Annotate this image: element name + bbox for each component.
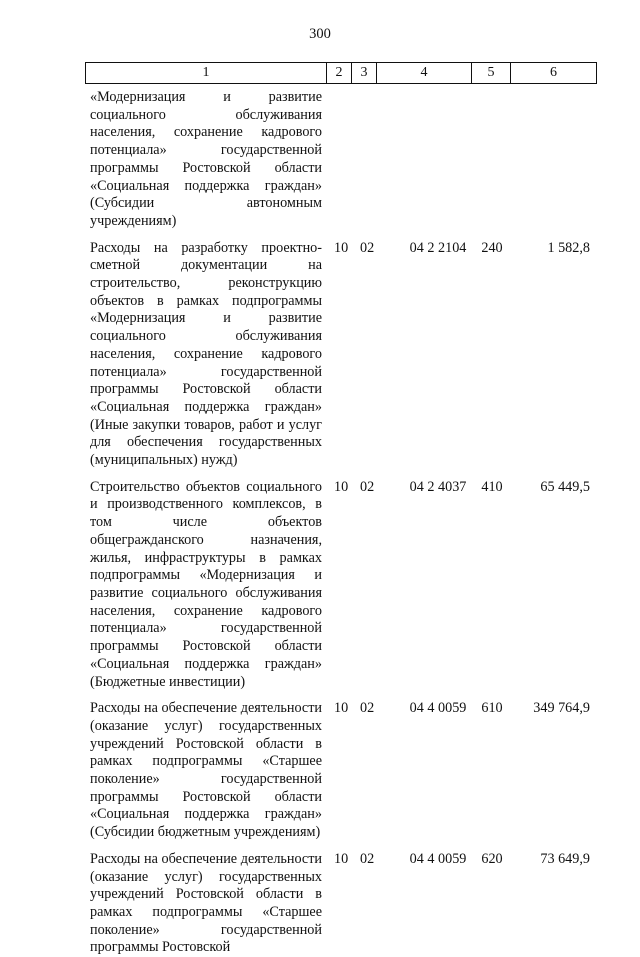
header-col-1: 1	[86, 63, 327, 84]
row-section: 10	[334, 478, 349, 495]
row-expense-type: 610	[481, 700, 503, 717]
row-description: Расходы на обеспечение деятельности (оказание услуг) государственных учреждений Ростовской области в рамках подпрограммы «Старшее поколение» государственной программы Ростовской	[90, 850, 322, 956]
table-row	[85, 700, 597, 842]
row-description: «Модернизация и развитие социального обслуживания населения, сохранение кадрового потенциала» государственной программы Ростовской области «Социальная поддержка граждан» (Субсидии автономным учреждениям)	[90, 89, 322, 229]
row-amount: 65 449,5	[540, 478, 590, 495]
page-number: 300	[309, 26, 331, 42]
row-target-code: 04 2 4037	[409, 478, 467, 495]
row-expense-type: 620	[481, 850, 503, 867]
row-subsection: 02	[360, 850, 375, 867]
row-subsection: 02	[360, 700, 375, 717]
table-row	[85, 851, 597, 957]
row-expense-type: 410	[481, 478, 503, 495]
row-target-code: 04 4 0059	[409, 850, 467, 867]
header-col-6: 6	[511, 63, 597, 84]
row-section: 10	[334, 700, 349, 717]
row-target-code: 04 2 2104	[409, 239, 467, 256]
budget-rows	[85, 89, 597, 957]
header-col-3: 3	[352, 63, 377, 84]
row-section: 10	[334, 239, 349, 256]
row-amount: 1 582,8	[547, 239, 590, 256]
table-row	[85, 479, 597, 691]
row-amount: 73 649,9	[540, 850, 590, 867]
table-row	[85, 240, 597, 470]
row-target-code: 04 4 0059	[409, 700, 467, 717]
table-row	[85, 89, 597, 231]
column-header-table	[85, 62, 597, 84]
header-col-4: 4	[377, 63, 472, 84]
row-expense-type: 240	[481, 239, 503, 256]
row-subsection: 02	[360, 478, 375, 495]
row-description: Строительство объектов социального и производственного комплексов, в том числе объектов общегражданского назначения, жилья, инфраструктуры в рамках подпрограммы «Модернизация и развитие социального обслуживания населения, сохранение кадрового потенциала» государственной программы Ростовской области «Социальная поддержка граждан» (Бюджетные инвестиции)	[90, 478, 322, 690]
row-description: Расходы на обеспечение деятельности (оказание услуг) государственных учреждений Ростовской области в рамках подпрограммы «Старшее поколение» государственной программы Ростовской области «Социальная поддержка граждан» (Субсидии бюджетным учреждениям)	[90, 700, 322, 841]
row-section: 10	[334, 850, 349, 867]
row-amount: 349 764,9	[533, 700, 590, 717]
header-row	[86, 63, 597, 84]
row-subsection: 02	[360, 239, 375, 256]
header-col-5: 5	[472, 63, 511, 84]
header-col-2: 2	[327, 63, 352, 84]
row-description: Расходы на разработку проектно-сметной документации на строительство, реконструкцию объектов в рамках подпрограммы «Модернизация и развитие социального обслуживания населения, сохранение кадрового потенциала» государственной программы Ростовской области «Социальная поддержка граждан» (Иные закупки товаров, работ и услуг для обеспечения государственных (муниципальных) нужд)	[90, 239, 322, 469]
